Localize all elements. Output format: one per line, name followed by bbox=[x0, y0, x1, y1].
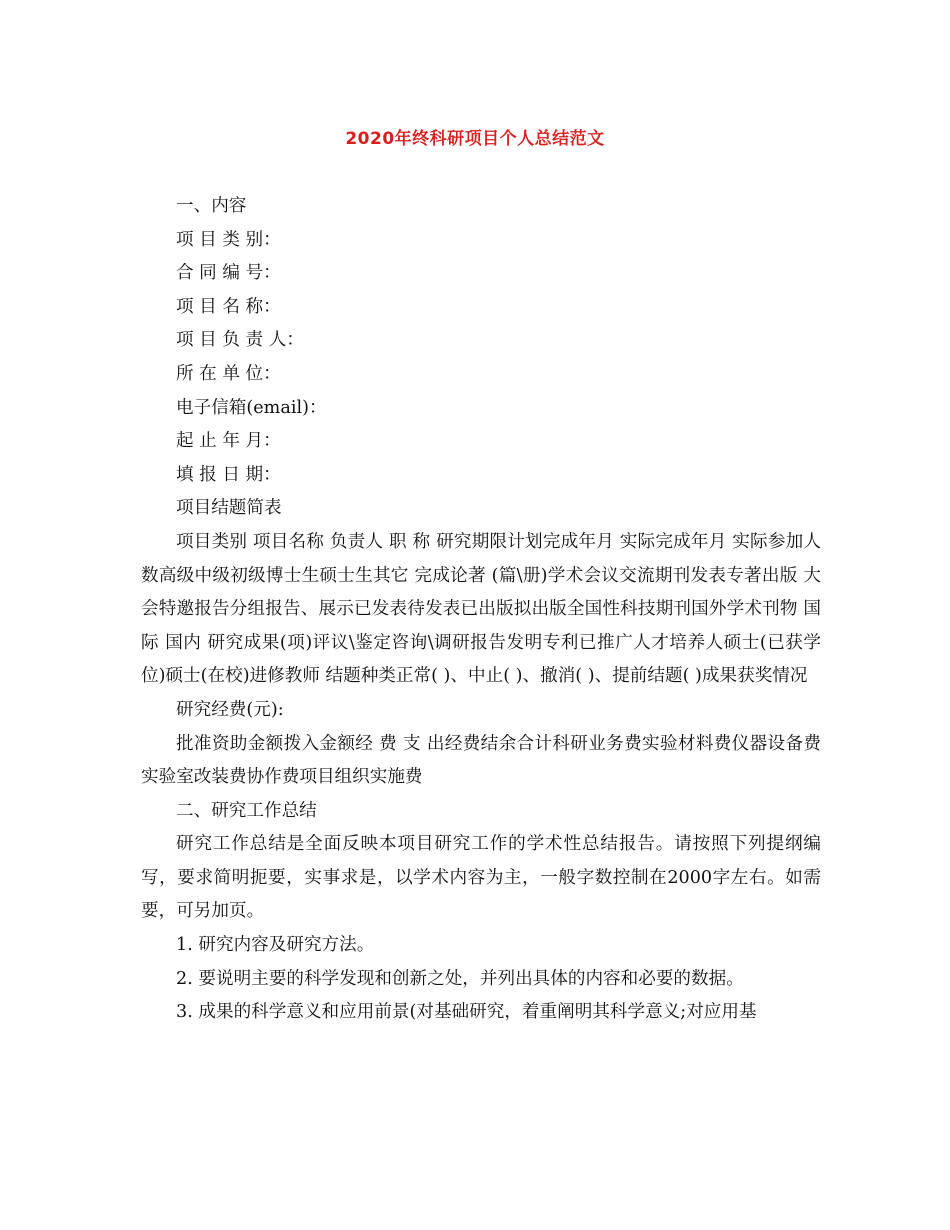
summary-table-heading: 项目结题简表 bbox=[176, 498, 282, 519]
section-heading-content: 一、内容 bbox=[176, 196, 247, 216]
field-project-name: 项 目 名 称： bbox=[176, 296, 281, 317]
summary-table-text: 项目类别 项目名称 负责人 职 称 研究期限计划完成年月 实际完成年月 实际参加人数高级中级初级博士生硕士生其它 完成论著 (篇\册)学术会议交流期刊发表专著出版 大会特邀报告分组报告、展示已发表待发表已出版拟出版全国性科技期刊国外学术刊物 国际 国内 研究成果(项)评议\鉴定咨询\调研报告发明专利已推广人才培养人硕士(已获学位)硕士(在校)进修教师 结题种类正常( )、中止( )、撤消( )、提前结题( )成果获奖情况 bbox=[141, 531, 821, 687]
field-organization: 所 在 单 位： bbox=[176, 363, 281, 384]
field-period: 起 止 年 月： bbox=[176, 431, 281, 452]
field-email: 电子信箱(email)： bbox=[176, 397, 327, 418]
funding-heading: 研究经费(元): bbox=[176, 699, 284, 720]
work-summary-intro: 研究工作总结是全面反映本项目研究工作的学术性总结报告。请按照下列提纲编写，要求简明扼要，实事求是，以学术内容为主，一般字数控制在2000字左右。如需要，可另加页。 bbox=[141, 834, 821, 922]
funding-text: 批准资助金额拨入金额经 费 支 出经费结余合计科研业务费实验材料费仪器设备费实验室改装费协作费项目组织实施费 bbox=[141, 733, 821, 788]
list-item-2: 2. 要说明主要的科学发现和创新之处，并列出具体的内容和必要的数据。 bbox=[176, 968, 744, 989]
document-body bbox=[141, 190, 821, 1030]
list-item-3: 3. 成果的科学意义和应用前景(对基础研究，着重阐明其科学意义;对应用基 bbox=[176, 1002, 757, 1023]
field-project-leader: 项 目 负 责 人： bbox=[176, 330, 304, 351]
document-title: 2020年终科研项目个人总结范文 bbox=[345, 129, 605, 149]
list-item-1: 1. 研究内容及研究方法。 bbox=[176, 935, 375, 956]
field-contract-number: 合 同 编 号： bbox=[176, 263, 281, 284]
section-heading-work-summary: 二、研究工作总结 bbox=[176, 800, 317, 821]
field-project-category: 项 目 类 别： bbox=[176, 229, 281, 250]
field-report-date: 填 报 日 期： bbox=[176, 464, 281, 485]
